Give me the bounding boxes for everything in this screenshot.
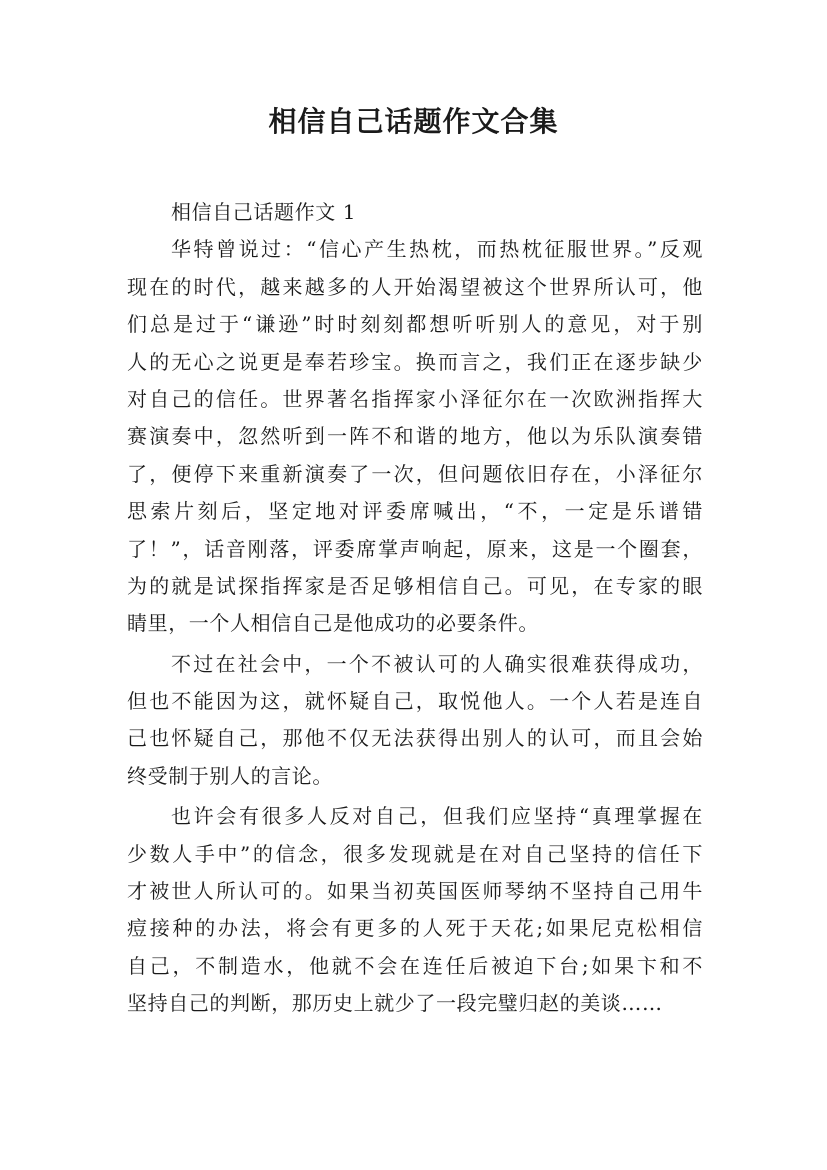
paragraph-line: 人的无心之说更是奉若珍宝。换而言之，我们正在逐步缺少 — [127, 349, 703, 374]
paragraph-line: 赛演奏中，忽然听到一阵不和谐的地方，他以为乐队演奏错 — [127, 424, 703, 449]
paragraph-line: 对自己的信任。世界著名指挥家小泽征尔在一次欧洲指挥大 — [127, 386, 703, 411]
paragraph-line: 也许会有很多人反对自己，但我们应坚持“真理掌握在 — [171, 804, 703, 829]
paragraph-line: 了！”，话音刚落，评委席掌声响起，原来，这是一个圈套， — [127, 536, 703, 561]
paragraph-3 — [127, 798, 703, 1022]
paragraph-line: 们总是过于“谦逊”时时刻刻都想听听别人的意见，对于别 — [127, 312, 703, 337]
essay-subtitle: 相信自己话题作文 1 — [171, 200, 357, 224]
paragraph-line: 睛里，一个人相信自己是他成功的必要条件。 — [127, 611, 539, 636]
paragraph-line: 痘接种的办法，将会有更多的人死于天花;如果尼克松相信 — [127, 916, 703, 941]
paragraph-line: 才被世人所认可的。如果当初英国医师琴纳不坚持自己用牛 — [127, 879, 703, 904]
paragraph-line: 了，便停下来重新演奏了一次，但问题依旧存在，小泽征尔 — [127, 461, 703, 486]
paragraph-line: 思索片刻后，坚定地对评委席喊出，“不，一定是乐谱错 — [127, 499, 703, 524]
document-body — [127, 194, 703, 1023]
paragraph-2 — [127, 646, 703, 796]
paragraph-line: 终受制于别人的言论。 — [127, 763, 333, 788]
paragraph-line: 不过在社会中，一个不被认可的人确实很难获得成功， — [171, 651, 703, 676]
paragraph-line: 但也不能因为这，就怀疑自己，取悦他人。一个人若是连自 — [127, 689, 703, 714]
paragraph-line: 华特曾说过：“信心产生热枕，而热枕征服世界。”反观 — [171, 237, 703, 262]
paragraph-line: 己也怀疑自己，那他不仅无法获得出别人的认可，而且会始 — [127, 726, 703, 751]
paragraph-line: 现在的时代，越来越多的人开始渴望被这个世界所认可，他 — [127, 274, 703, 299]
paragraph-1 — [127, 231, 703, 642]
paragraph-line: 少数人手中”的信念，很多发现就是在对自己坚持的信任下 — [127, 841, 703, 866]
paragraph-line: 自己，不制造水，他就不会在连任后被迫下台;如果卞和不 — [127, 953, 703, 978]
paragraph-line: 为的就是试探指挥家是否足够相信自己。可见，在专家的眼 — [127, 573, 703, 598]
document-title: 相信自己话题作文合集 — [268, 105, 559, 138]
paragraph-line: 坚持自己的判断，那历史上就少了一段完璧归赵的美谈…… — [127, 991, 663, 1016]
